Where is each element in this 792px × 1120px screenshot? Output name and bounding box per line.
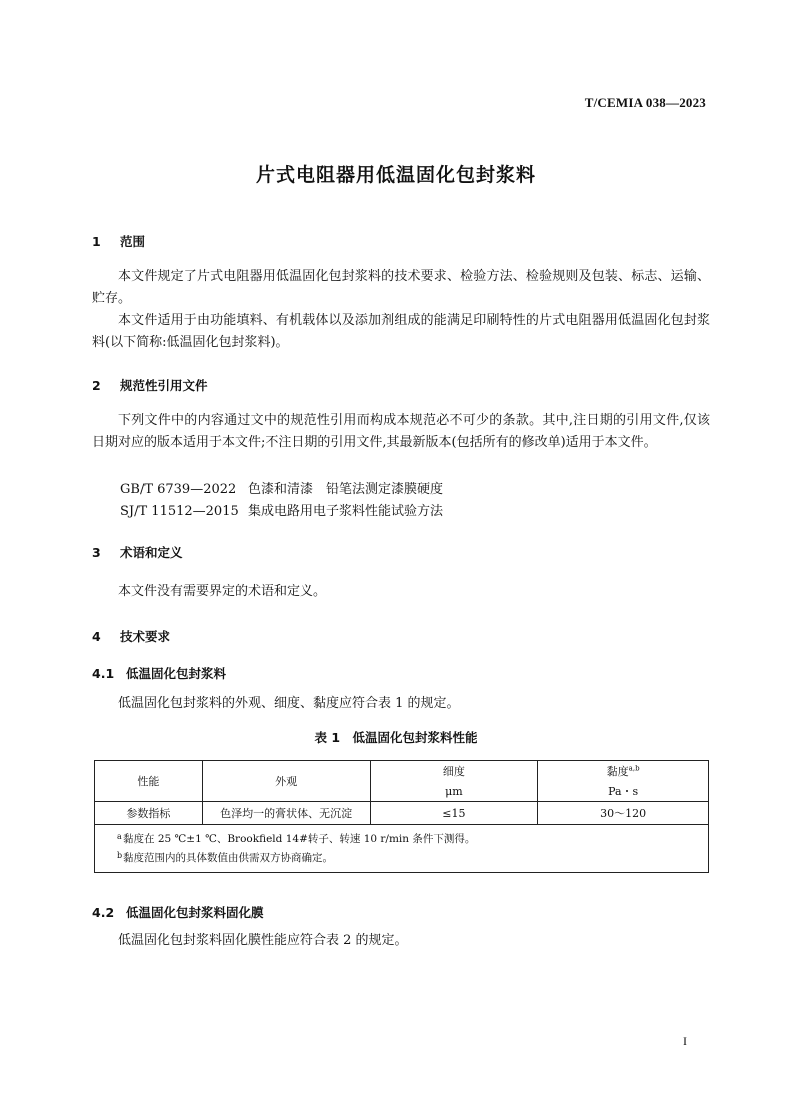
standard-number: T/CEMIA 038—2023: [584, 95, 706, 110]
table-row: [95, 802, 709, 825]
section-3-body: [92, 581, 710, 603]
table-notes: [95, 825, 709, 873]
section-1-heading: [92, 232, 145, 250]
reference-item: [120, 500, 443, 519]
section-title: 低温固化包封浆料固化膜: [126, 905, 264, 920]
paragraph: 低温固化包封浆料固化膜性能应符合表 2 的规定。: [118, 933, 408, 948]
note-text: 黏度在 25 ℃±1 ℃、Brookfield 14#转子、转速 10 r/min 条件下测得。: [123, 833, 476, 845]
reference-title: 色漆和清漆 铅笔法测定漆膜硬度: [248, 482, 444, 497]
paragraph: 本文件适用于由功能填料、有机载体以及添加剂组成的能满足印刷特性的片式电阻器用低温固化包封浆料(以下简称:低温固化包封浆料)。: [92, 313, 710, 350]
viscosity-label: 黏度: [606, 765, 629, 778]
table-header-row: [95, 761, 709, 782]
reference-title: 集成电路用电子浆料性能试验方法: [248, 504, 444, 519]
section-4-2-heading: [92, 903, 264, 921]
section-number: 3: [92, 545, 101, 560]
section-number: 4.1: [92, 666, 115, 681]
document-title: 片式电阻器用低温固化包封浆料: [255, 164, 536, 186]
section-title: 规范性引用文件: [120, 378, 208, 393]
section-number: 2: [92, 378, 101, 393]
section-title: 低温固化包封浆料: [126, 666, 227, 681]
page-number: I: [683, 1034, 687, 1048]
section-number: 1: [92, 234, 101, 249]
cell-viscosity: 30～120: [538, 802, 709, 825]
reference-code: SJ/T 11512—2015: [120, 504, 239, 519]
table-note: [117, 849, 708, 868]
paragraph: 下列文件中的内容通过文中的规范性引用而构成本规范必不可少的条款。其中,注日期的引用文件,仅该日期对应的版本适用于本文件;不注日期的引用文件,其最新版本(包括所有的修改单)适用于本文件。: [92, 413, 710, 450]
section-4-1-heading: [92, 664, 226, 682]
table-1: [94, 760, 709, 873]
cell-property: 参数指标: [95, 802, 203, 825]
paragraph: 本文件规定了片式电阻器用低温固化包封浆料的技术要求、检验方法、检验规则及包装、标志、运输、贮存。: [92, 269, 710, 306]
viscosity-unit: Pa・s: [538, 781, 709, 802]
section-4-heading: [92, 627, 170, 645]
section-3-heading: [92, 543, 183, 561]
cell-fineness: ≤15: [370, 802, 538, 825]
header-viscosity: [538, 761, 709, 782]
section-1-body: [92, 266, 710, 354]
section-4-2-body: [92, 930, 710, 952]
fineness-unit: μm: [370, 781, 538, 802]
section-number: 4: [92, 629, 101, 644]
section-title: 范围: [120, 234, 146, 249]
reference-code: GB/T 6739—2022: [120, 482, 237, 497]
paragraph: 本文件没有需要界定的术语和定义。: [118, 584, 327, 599]
note-text: 黏度范围内的具体数值由供需双方协商确定。: [123, 852, 333, 864]
section-4-1-body: [92, 693, 710, 715]
viscosity-footnote-mark: a,b: [628, 764, 640, 773]
section-title: 术语和定义: [120, 545, 183, 560]
section-2-body: [92, 410, 710, 454]
header-property: 性能: [95, 761, 203, 802]
note-mark: b: [117, 851, 123, 860]
table-1-caption: 表 1 低温固化包封浆料性能: [314, 730, 478, 745]
note-mark: a: [117, 832, 122, 841]
header-fineness: 细度: [370, 761, 538, 782]
table-note: [117, 830, 708, 849]
table-notes-row: [95, 825, 709, 873]
section-number: 4.2: [92, 905, 115, 920]
cell-appearance: 色泽均一的膏状体、无沉淀: [202, 802, 370, 825]
paragraph: 低温固化包封浆料的外观、细度、黏度应符合表 1 的规定。: [118, 696, 460, 711]
section-2-heading: [92, 376, 208, 394]
section-title: 技术要求: [120, 629, 171, 644]
reference-item: [120, 478, 443, 497]
header-appearance: 外观: [202, 761, 370, 802]
